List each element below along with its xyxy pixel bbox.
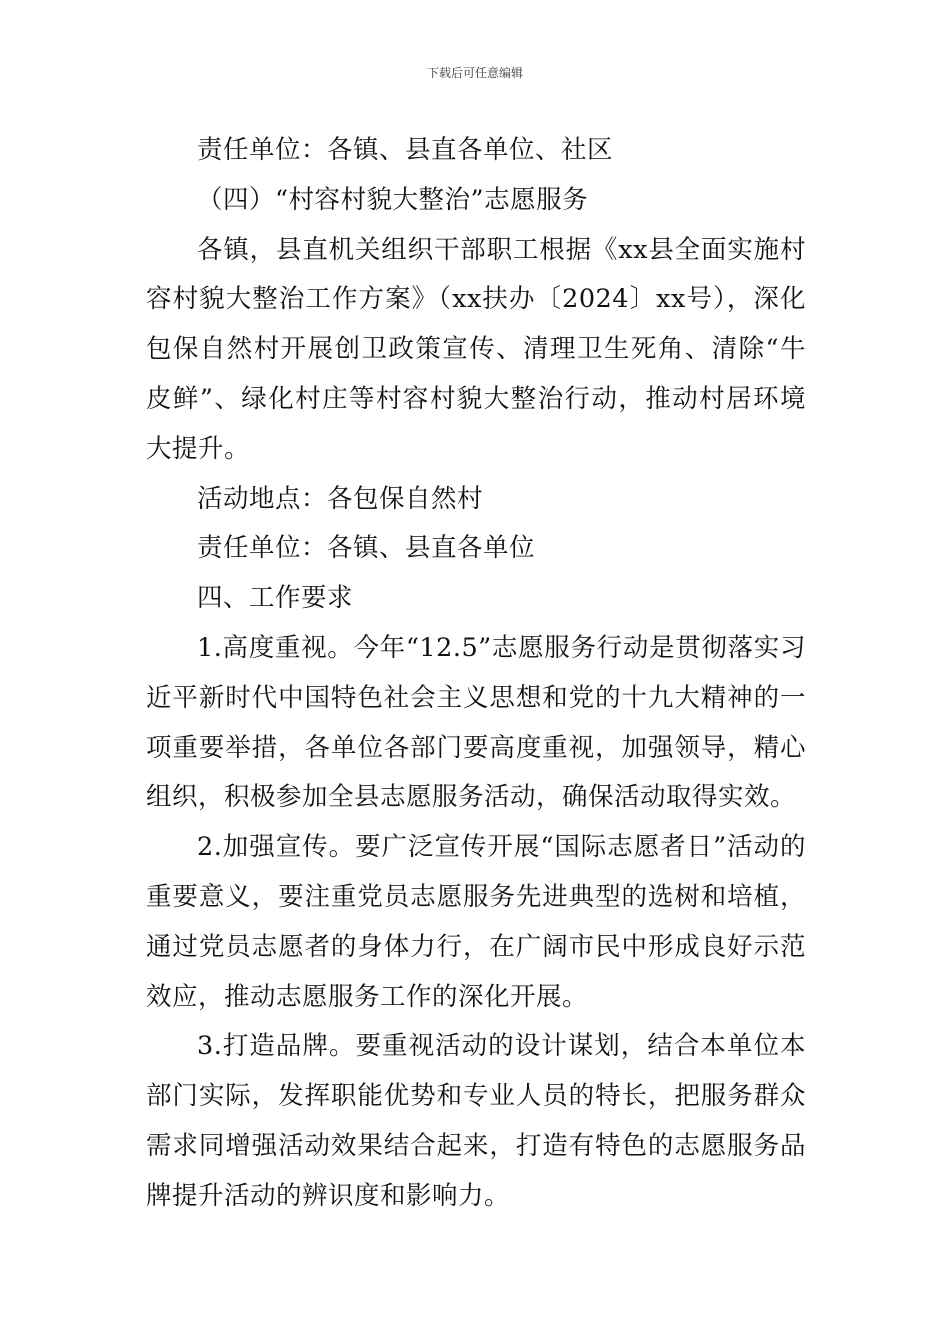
requirement-3-paragraph: 3.打造品牌。要重视活动的设计谋划，结合本单位本部门实际，发挥职能优势和专业人员的特长，把服务群众需求同增强活动效果结合起来，打造有特色的志愿服务品牌提升活动的辨识度和影响力。 [146,1031,806,1211]
responsible-units-line-2: 责任单位：各镇、县直各单位 [197,533,536,564]
responsible-units-line-1: 责任单位：各镇、县直各单位、社区 [197,135,614,165]
document-body [146,126,806,1222]
requirement-1-paragraph: 1.高度重视。今年“12.5”志愿服务行动是贯彻落实习近平新时代中国特色社会主义思想和党的十九大精神的一项重要举措，各单位各部门要高度重视，加强领导，精心组织，积极参加全县志愿服务活动，确保活动取得实效。 [146,632,806,813]
section-heading-village-cleanup: （四）“村容村貌大整治”志愿服务 [197,184,589,215]
village-cleanup-description: 各镇，县直机关组织干部职工根据《xx县全面实施村容村貌大整治工作方案》（xx扶办〔2024〕xx号），深化包保自然村开展创卫政策宣传、清理卫生死角、清除“牛皮鲜”、绿化村庄等村容村貌大整治行动，推动村居环境大提升。 [146,234,806,464]
header-note: 下载后可任意编辑 [426,66,523,80]
activity-location-line: 活动地点：各包保自然村 [197,483,484,514]
section-heading-work-requirements: 四、工作要求 [197,583,354,614]
requirement-2-paragraph: 2.加强宣传。要广泛宣传开展“国际志愿者日”活动的重要意义，要注重党员志愿服务先进典型的选树和培植，通过党员志愿者的身体力行，在广阔市民中形成良好示范效应，推动志愿服务工作的深化开展。 [146,832,806,1012]
